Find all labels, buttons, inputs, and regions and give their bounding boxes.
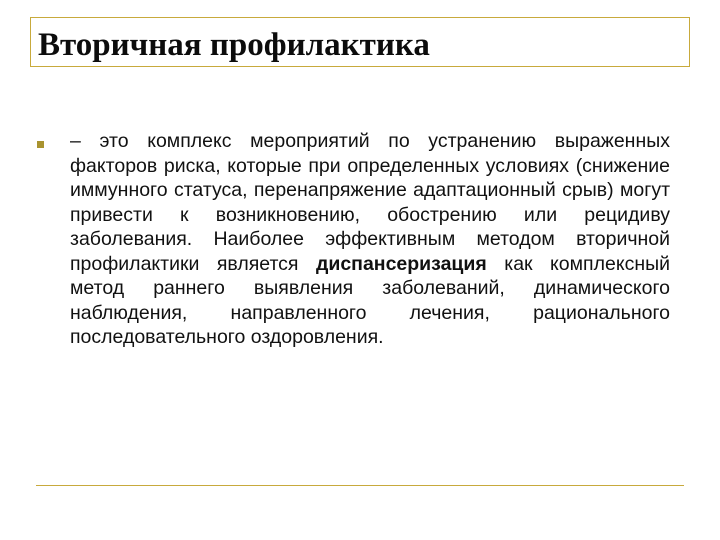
bullet-paragraph: [70, 129, 670, 350]
bottom-divider: [36, 485, 684, 486]
slide-title: Вторичная профилактика: [38, 27, 430, 63]
paragraph-text-part1: – это комплекс мероприятий по устранению выраженных факторов риска, которые при определенных условиях (снижение иммунного статуса, перенапряжение адаптационный срыв) могут привести к возникновению, обострению или рецидиву заболевания. Наиболее эффективным методом вторичной профилактики является: [70, 130, 670, 275]
frame-right-line: [689, 17, 690, 67]
frame-left-line: [30, 17, 31, 67]
square-bullet-icon: [37, 141, 44, 148]
paragraph-emphasis: диспансеризация: [315, 252, 487, 275]
title-divider: [30, 66, 690, 67]
paragraph-text-part2: как комплексный метод раннего выявления заболеваний, динамического наблюдения, направленного лечения, рационального последовательного оздоровления.: [70, 252, 670, 348]
frame-top-line: [30, 17, 690, 18]
